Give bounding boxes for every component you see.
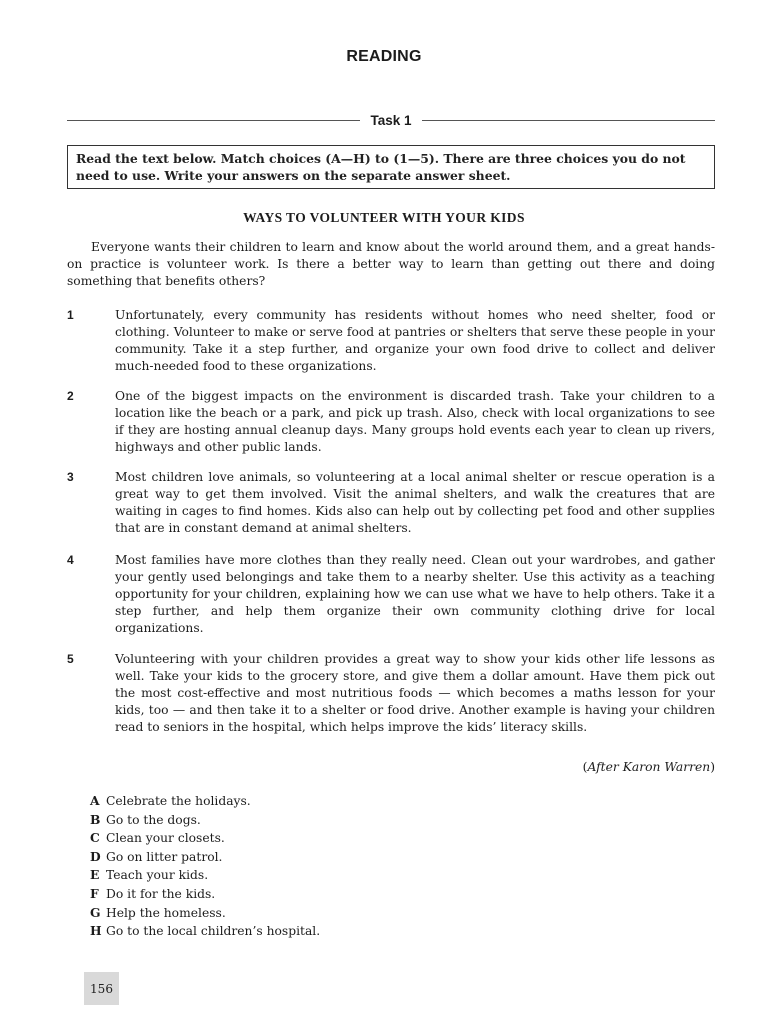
choice-list	[90, 792, 320, 941]
choice-text: Go to the local children’s hospital.	[106, 924, 321, 939]
paragraph-text: One of the biggest impacts on the environment is discarded trash. Take your children to a location like the beach or a park, and pick up trash. Also, check with local organizations to see if they are hosting annual cleanup days. Many groups hold events each year to clean up rivers, highways and other public lands.	[115, 389, 715, 454]
task-label: Task 1	[370, 112, 412, 128]
choice-text: Go to the dogs.	[106, 812, 201, 827]
choice-letter: E	[90, 867, 100, 883]
section-title: READING	[346, 48, 422, 65]
attribution-author: Karon Warren	[622, 760, 711, 774]
task-rule-left	[67, 120, 360, 121]
paragraph-1	[67, 307, 715, 375]
paragraph-5	[67, 651, 715, 736]
paragraph-3	[67, 469, 715, 537]
choice-text: Go on litter patrol.	[106, 849, 223, 864]
choice-letter: H	[90, 923, 102, 939]
choice-item	[90, 904, 320, 923]
choice-item	[90, 848, 320, 867]
choice-item	[90, 866, 320, 885]
paragraph-2	[67, 388, 715, 456]
paragraph-text: Volunteering with your children provides a great way to show your kids other life lessons as well. Take your kids to the grocery store, and give them a dollar amount. Have them pick out the most cost-effective and most nutritious foods — which becomes a maths lesson for your kids, too — and then take it to a shelter or food drive. Another example is having your children read to seniors in the hospital, which helps improve the kids’ literacy skills.	[115, 652, 715, 734]
choice-item	[90, 922, 320, 941]
choice-letter: D	[90, 848, 101, 864]
paragraph-number: 4	[67, 553, 74, 567]
choice-letter: A	[90, 793, 100, 808]
choice-letter: B	[90, 811, 101, 827]
choice-text: Celebrate the holidays.	[106, 794, 251, 808]
task-rule-right	[422, 120, 715, 121]
article-intro: Everyone wants their children to learn and know about the world around them, and a great hands-on practice is volunteer work. Is there a better way to learn than getting out there and doing something that benefits others?	[67, 240, 715, 288]
choice-item	[90, 792, 320, 811]
paragraph-4	[67, 552, 715, 637]
task-header	[67, 111, 715, 129]
choice-text: Do it for the kids.	[106, 886, 216, 901]
choice-text: Teach your kids.	[106, 868, 209, 883]
choice-item	[90, 811, 320, 830]
attribution-prefix: After	[587, 760, 623, 774]
attribution-close: )	[710, 760, 715, 774]
choice-item	[90, 885, 320, 904]
paragraph-text: Most children love animals, so volunteering at a local animal shelter or rescue operation is a great way to get them involved. Visit the animal shelters, and walk the creatures that are waiting in cages to find homes. Kids also can help out by collecting pet food and other supplies that are in constant demand at animal shelters.	[115, 470, 715, 535]
article-attribution	[583, 759, 715, 776]
choice-letter: F	[90, 885, 99, 901]
article-title: WAYS TO VOLUNTEER WITH YOUR KIDS	[243, 210, 525, 225]
paragraph-number: 5	[67, 652, 74, 666]
paragraph-number: 3	[67, 470, 74, 484]
instruction-box: Read the text below. Match choices (A—H) to (1—5). There are three choices you do not need to use. Write your answers on the separate answer sheet.	[67, 145, 715, 189]
paragraph-text: Most families have more clothes than they really need. Clean out your wardrobes, and gather your gently used belongings and take them to a nearby shelter. Use this activity as a teaching opportunity for your children, explaining how we can use what we have to help others. Take it a step further, and help them organize their own community clothing drive for local organizations.	[115, 553, 715, 635]
choice-letter: C	[90, 830, 100, 846]
paragraph-text: Unfortunately, every community has residents without homes who need shelter, food or clothing. Volunteer to make or serve food at pantries or shelters that serve these people in your community. Take it a step further, and organize your own food drive to collect and deliver much-needed food to these organizations.	[115, 308, 715, 373]
paragraph-number: 2	[67, 389, 74, 403]
choice-letter: G	[90, 904, 101, 920]
choice-text: Clean your closets.	[106, 831, 225, 846]
paragraph-number: 1	[67, 308, 74, 322]
attribution-open: (	[582, 760, 588, 774]
choice-item	[90, 829, 320, 848]
page-number: 156	[84, 972, 119, 1005]
choice-text: Help the homeless.	[106, 905, 226, 920]
